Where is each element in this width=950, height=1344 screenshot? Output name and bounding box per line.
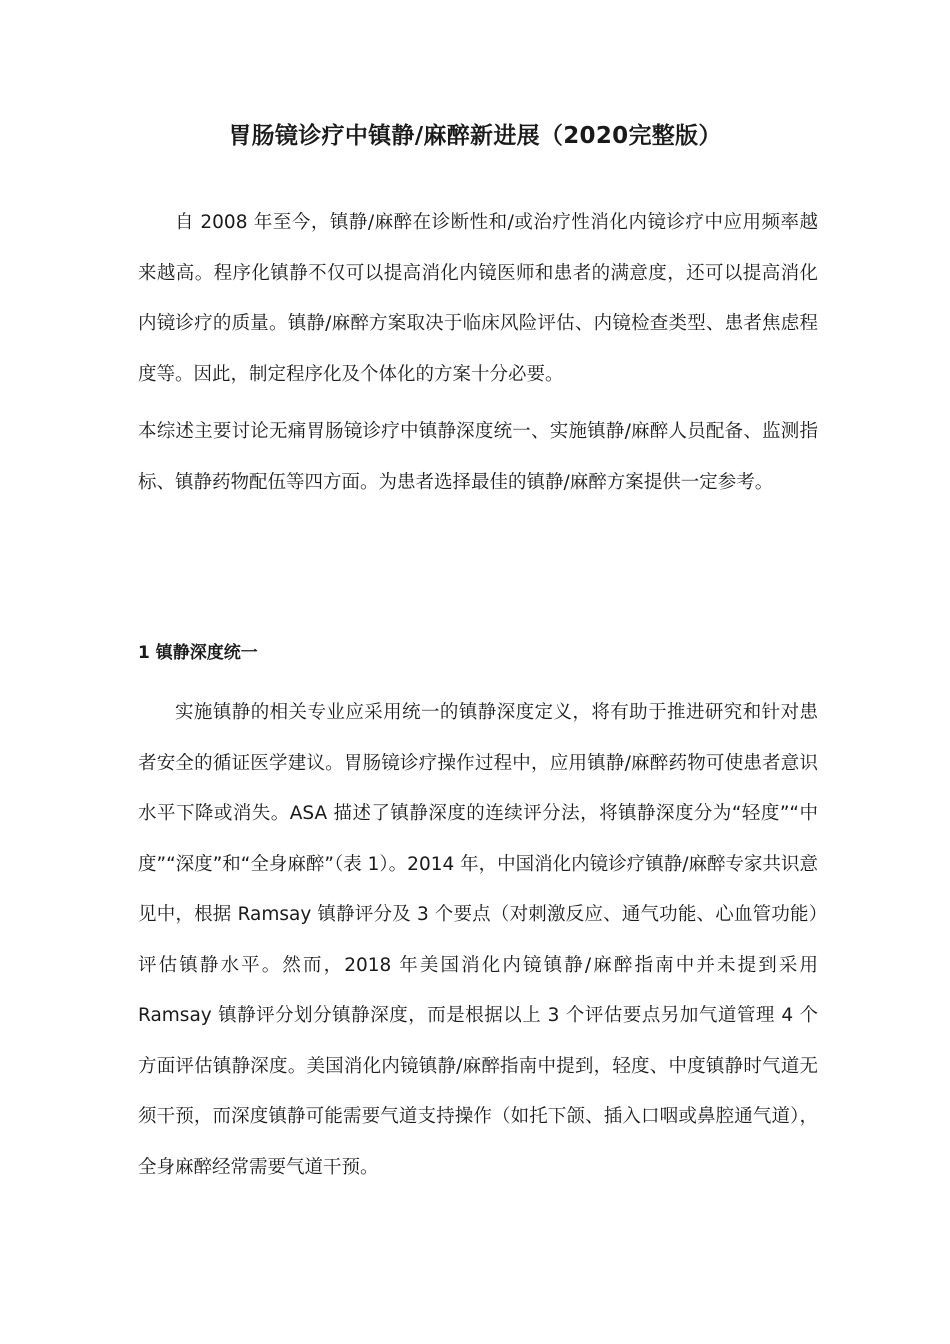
intro-paragraph-2: 本综述主要讨论无痛胃肠镜诊疗中镇静深度统一、实施镇静/麻醉人员配备、监测指标、镇静药物配伍等四方面。为患者选择最佳的镇静/麻醉方案提供一定参考。	[138, 421, 818, 493]
document-title: 胃肠镜诊疗中镇静/麻醉新进展（2020完整版）	[228, 123, 722, 149]
section-heading: 1 镇静深度统一	[138, 643, 258, 663]
section-body-paragraph: 实施镇静的相关专业应采用统一的镇静深度定义，将有助于推进研究和针对患者安全的循证医学建议。胃肠镜诊疗操作过程中，应用镇静/麻醉药物可使患者意识水平下降或消失。ASA 描述了镇静深度的连续评分法，将镇静深度分为“轻度”“中度”“深度”和“全身麻醉”（表 1）。2014 年，中国消化内镜诊疗镇静/麻醉专家共识意见中，根据 Ramsay 镇静评分及 3 个要点（对刺激反应、通气功能、心血管功能）评估镇静水平。然而，2018 年美国消化内镜镇静/麻醉指南中并未提到采用 Ramsay 镇静评分划分镇静深度，而是根据以上 3 个评估要点另加气道管理 4 个方面评估镇静深度。美国消化内镜镇静/麻醉指南中提到，轻度、中度镇静时气道无须干预，而深度镇静可能需要气道支持操作（如托下颌、插入口咽或鼻腔通气道），全身麻醉经常需要气道干预。	[138, 702, 818, 1178]
intro-paragraph-1: 自 2008 年至今，镇静/麻醉在诊断性和/或治疗性消化内镜诊疗中应用频率越来越高。程序化镇静不仅可以提高消化内镜医师和患者的满意度，还可以提高消化内镜诊疗的质量。镇静/麻醉方案取决于临床风险评估、内镜检查类型、患者焦虑程度等。因此，制定程序化及个体化的方案十分必要。	[138, 212, 818, 385]
